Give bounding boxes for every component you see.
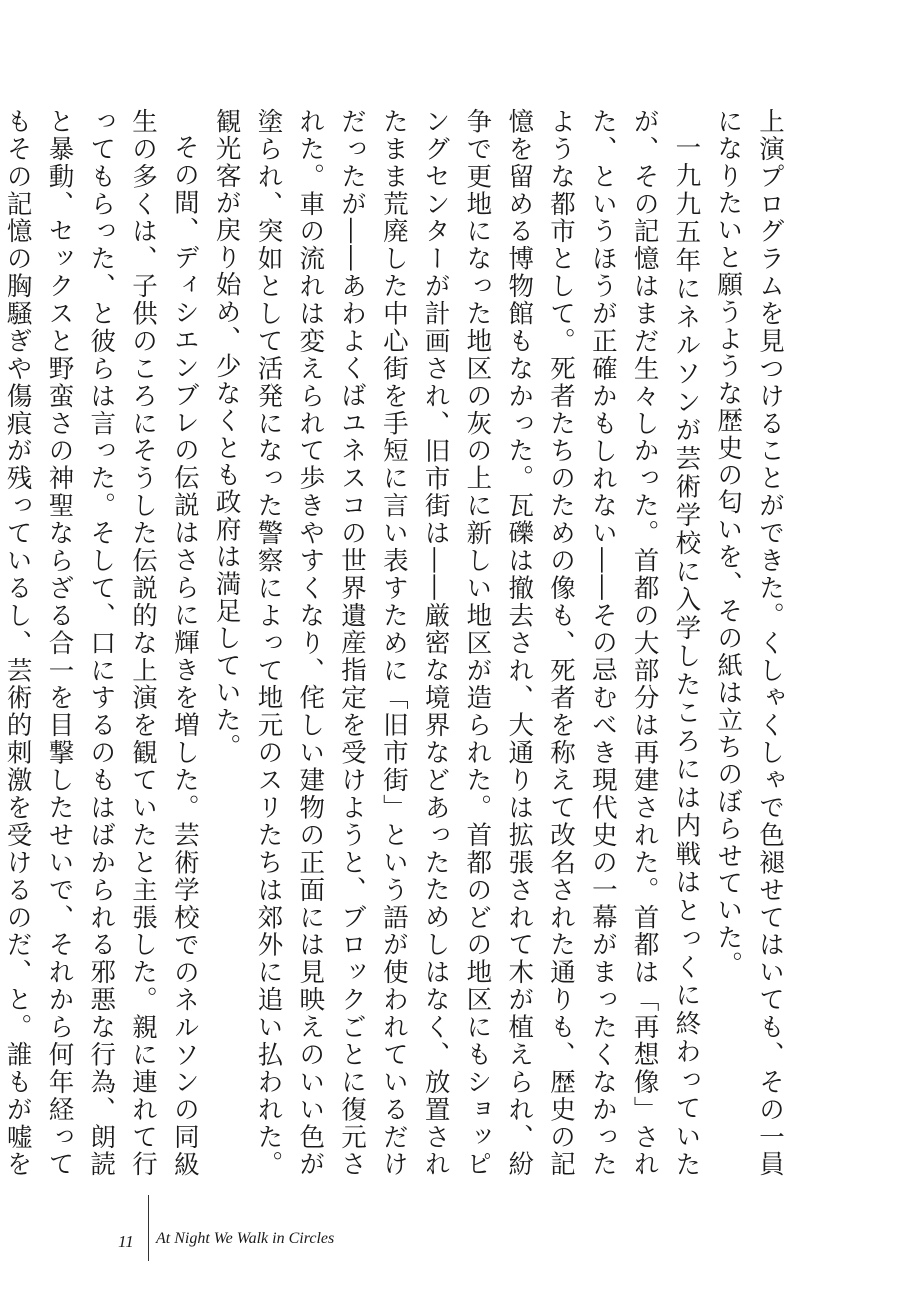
running-title: At Night We Walk in Circles bbox=[156, 1230, 335, 1247]
paragraph: 一九九五年にネルソンが芸術学校に入学したころには内戦はとっくに終わっていたが、その記憶はまだ生々しかった。首都の大部分は再建された。首都は「再想像」された、というほうが正確かもしれない――その忌むべき現代史の一幕がまったくなかったような都市として。死者たちのための像も、死者を称えて改名された通りも、歴史の記憶を留める博物館もなかった。瓦礫は撤去され、大通りは拡張されて木が植えられ、紛争で更地になった地区の灰の上に新しい地区が造られた。首都のどの地区にもショッピングセンターが計画され、旧市街は――厳密な境界などあったためしはなく、放置されたまま荒廃した中心街を手短に言い表すために「旧市街」という語が使われているだけだったが――あわよくばユネスコの世界遺産指定を受けようと、ブロックごとに復元された。車の流れは変えられて歩きやすくなり、侘しい建物の正面には見映えのいい色が塗られ、突如として活発になった警察によって地元のスリたちは郊外に追い払われた。観光客が戻り始め、少なくとも政府は満足していた。 bbox=[211, 108, 702, 1178]
body-text bbox=[2, 108, 790, 1178]
paragraph: 上演プログラムを見つけることができた。くしゃくしゃで色褪せてはいても、その一員になりたいと願うような歴史の匂いを、その紙は立ちのぼらせていた。 bbox=[713, 108, 785, 1178]
footer-divider bbox=[148, 1195, 149, 1261]
page-number: 11 bbox=[118, 1232, 134, 1251]
paragraph: その間、ディシエンブレの伝説はさらに輝きを増した。芸術学校でのネルソンの同級生の多くは、子供のころにそうした伝説的な上演を観ていたと主張した。親に連れて行ってもらった、と彼らは言った。そして、口にするのもはばかられる邪悪な行為、朗読と暴動、セックスと野蛮さの神聖ならざる合一を目撃したせいで、それから何年経ってもその記憶の胸騒ぎや傷痕が残っているし、芸術的刺激を受けるのだ、と。誰もが嘘を bbox=[2, 108, 200, 1178]
